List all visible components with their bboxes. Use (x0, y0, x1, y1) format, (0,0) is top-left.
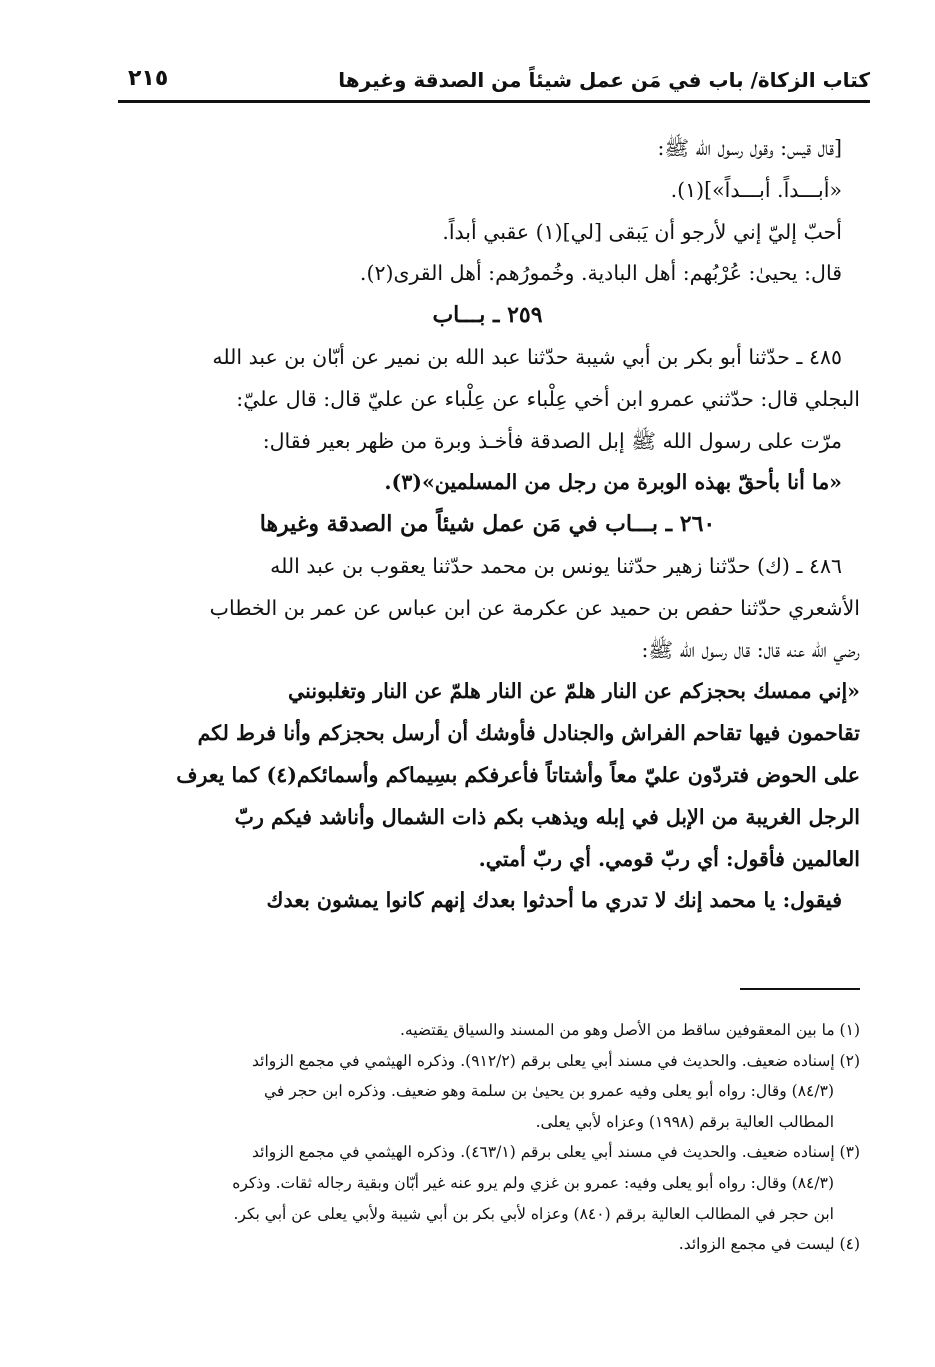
text-line: قال: يحيىٰ: عُرْبُهم: أهل البادية. وخُمورُهم: أهل القرى(٢). (359, 261, 842, 286)
footnote-line: (٨٤/٣) وقال: رواه أبو يعلى وفيه: عمرو بن غزي ولم يرو عنه غير أبّان وبقية رجاله ثقات. وذكره (232, 1173, 834, 1192)
main-text (115, 128, 860, 922)
footnote-line: (٣) إسناده ضعيف. والحديث في مسند أبي يعلى برقم (٤٦٣/١). وذكره الهيثمي في مجمع الزوائد (252, 1143, 860, 1162)
footnotes (115, 1015, 860, 1260)
text-line: «أبـــداً. أبـــداً»](١). (670, 177, 842, 202)
hadith-485-line: ٤٨٥ ـ حدّثنا أبو بكر بن أبي شيبة حدّثنا عبد الله بن نمير عن أبّان بن عبد الله (212, 344, 842, 369)
header-rule (118, 100, 870, 103)
hadith-486-line: على الحوض فتردّون عليّ معاً وأشتاتاً فأعرفكم بسِيماكم وأسمائكم(٤) كما يعرف (176, 762, 860, 787)
header-title: كتاب الزكاة/ باب في مَن عمل شيئاً من الصدقة وغيرها (338, 68, 870, 92)
text-line: [قال قيس: وقول رسول الله ﷺ: (657, 136, 842, 160)
hadith-486-line: رضي الله عنه قال: قال رسول الله ﷺ: (641, 637, 860, 662)
hadith-485-line: «ما أنا بأحقّ بهذه الوبرة من رجل من المسلمين»(٣). (384, 470, 842, 495)
hadith-486-line: الرجل الغريبة من الإبل في إبله ويذهب بكم ذات الشمال وأناشد فيكم ربّ (234, 804, 860, 829)
footnote-line: (٤) ليست في مجمع الزوائد. (678, 1235, 860, 1254)
hadith-486-line: العالمين فأقول: أي ربّ قومي. أي ربّ أمتي. (478, 846, 860, 871)
text-line: أحبّ إليّ إني لأرجو أن يَبقى [لي](١) عقبي أبداً. (442, 219, 842, 244)
footnote-rule (740, 988, 860, 990)
chapter-heading-260: ٢٦٠ ـ بـــاب في مَن عمل شيئاً من الصدقة وغيرها (259, 511, 716, 538)
hadith-486-line: «إني ممسك بحجزكم عن النار هلمّ عن النار هلمّ عن النار وتغلبونني (288, 679, 860, 704)
footnote-line: ابن حجر في المطالب العالية برقم (٨٤٠) وعزاه لأبي بكر بن أبي شيبة ولأبي يعلى عن أبي بكر. (233, 1204, 834, 1223)
footnote-line: (٨٤/٣) وقال: رواه أبو يعلى وفيه عمرو بن يحيىٰ بن سلمة وهو ضعيف. وذكره ابن حجر في (263, 1082, 834, 1101)
running-header (118, 60, 870, 100)
hadith-486-line: الأشعري حدّثنا حفص بن حميد عن عكرمة عن ابن عباس عن عمر بن الخطاب (209, 595, 860, 620)
hadith-486-line: تقاحمون فيها تقاحم الفراش والجنادل فأوشك أن أرسل بحجزكم وأنا فرط لكم (197, 721, 860, 746)
footnote-line: (٢) إسناده ضعيف. والحديث في مسند أبي يعلى برقم (٩١٢/٢). وذكره الهيثمي في مجمع الزوائد (252, 1051, 860, 1070)
hadith-486-line: ٤٨٦ ـ (ك) حدّثنا زهير حدّثنا يونس بن محمد حدّثنا يعقوب بن عبد الله (270, 553, 842, 578)
hadith-486-line: فيقول: يا محمد إنك لا تدري ما أحدثوا بعدك إنهم كانوا يمشون بعدك (266, 888, 842, 913)
hadith-485-line: البجلي قال: حدّثني عمرو ابن أخي عِلْباء عن عِلْباء عن عليّ قال: قال عليّ: (236, 386, 860, 411)
page-number: ٢١٥ (128, 66, 169, 91)
hadith-485-line: مرّت على رسول الله ﷺ إبل الصدقة فأخـذ وبرة من ظهر بعير فقال: (262, 428, 842, 453)
chapter-heading-259: ٢٥٩ ـ بـــاب (432, 302, 543, 329)
footnote-line: (١) ما بين المعقوفين ساقط من الأصل وهو من المسند والسياق يقتضيه. (400, 1021, 860, 1039)
footnote-line: المطالب العالية برقم (١٩٩٨) وعزاه لأبي يعلى. (535, 1112, 834, 1131)
